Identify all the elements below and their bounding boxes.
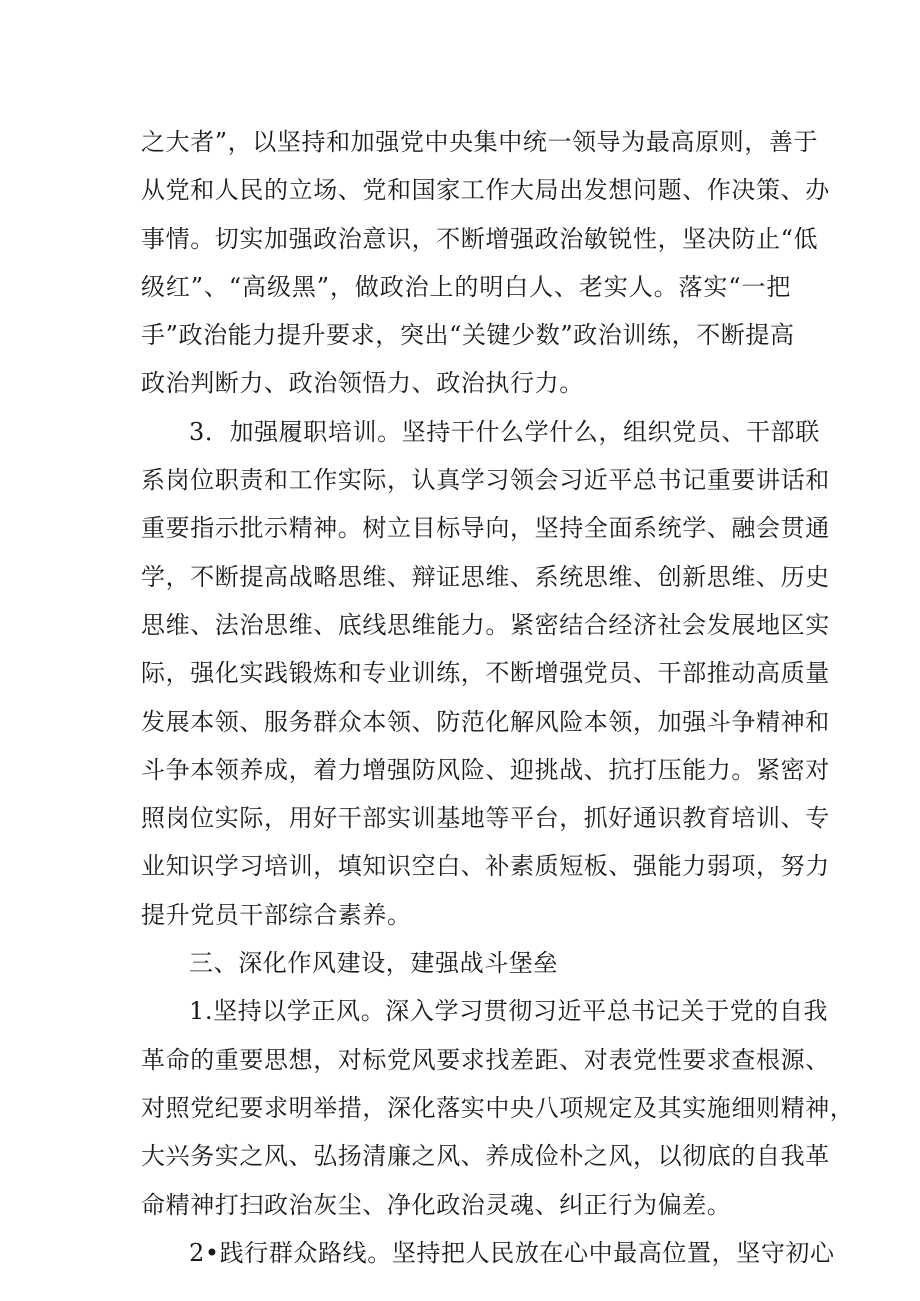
paragraph-line: 系岗位职责和工作实际，认真学习领会习近平总书记重要讲话和 <box>141 466 830 495</box>
section-heading: 三、深化作风建设，建强战斗堡垒 <box>189 949 558 978</box>
paragraph-line: 命精神打扫政治灰尘、净化政治灵魂、纠正行为偏差。 <box>141 1190 732 1219</box>
paragraph-line: 重要指示批示精神。树立目标导向，坚持全面系统学、融会贯通 <box>141 514 830 543</box>
paragraph-line: 照岗位实际，用好干部实训基地等平台，抓好通识教育培训、专 <box>141 804 830 833</box>
paragraph-line: 学，不断提高战略思维、辩证思维、系统思维、创新思维、历史 <box>141 562 830 591</box>
paragraph-line: 对照党纪要求明举措，深化落实中央八项规定及其实施细则精神， <box>141 1093 855 1122</box>
paragraph-line: 提升党员干部综合素养。 <box>141 900 412 929</box>
section-item-3-heading-line: 3．加强履职培训。坚持干什么学什么，组织党员、干部联 <box>189 417 820 446</box>
paragraph-line: 之大者”，以坚持和加强党中央集中统一领导为最高原则，善于 <box>141 128 819 156</box>
paragraph-line: 际，强化实践锻炼和专业训练，不断增强党员、干部推动高质量 <box>141 659 830 688</box>
paragraph-line: 级红”、“高级黑”，做政治上的明白人、老实人。落实“一把 <box>141 272 791 301</box>
section-item-2-heading-line: 2•践行群众路线。坚持把人民放在心中最高位置，坚守初心 <box>189 1238 835 1267</box>
paragraph-line: 思维、法治思维、底线思维能力。紧密结合经济社会发展地区实 <box>141 610 830 639</box>
paragraph-line: 业知识学习培训，填知识空白、补素质短板、强能力弱项，努力 <box>141 852 830 881</box>
paragraph-line: 革命的重要思想，对标党风要求找差距、对表党性要求查根源、 <box>141 1045 830 1074</box>
paragraph-line: 斗争本领养成，着力增强防风险、迎挑战、抗打压能力。紧密对 <box>141 755 830 784</box>
paragraph-line: 大兴务实之风、弘扬清廉之风、养成俭朴之风，以彻底的自我革 <box>141 1142 830 1171</box>
paragraph-line: 从党和人民的立场、党和国家工作大局出发想问题、作决策、办 <box>141 176 830 205</box>
section-item-1-heading-line: 1.坚持以学正风。深入学习贯彻习近平总书记关于党的自我 <box>189 997 829 1026</box>
paragraph-line: 发展本领、服务群众本领、防范化解风险本领，加强斗争精神和 <box>141 707 830 736</box>
paragraph-line: 政治判断力、政治领悟力、政治执行力。 <box>141 369 584 398</box>
paragraph-line: 手”政治能力提升要求，突出“关键少数”政治训练，不断提高 <box>141 321 795 350</box>
document-body <box>141 118 855 1277</box>
paragraph-line: 事情。切实加强政治意识，不断增强政治敏锐性，坚决防止“低 <box>141 224 819 253</box>
